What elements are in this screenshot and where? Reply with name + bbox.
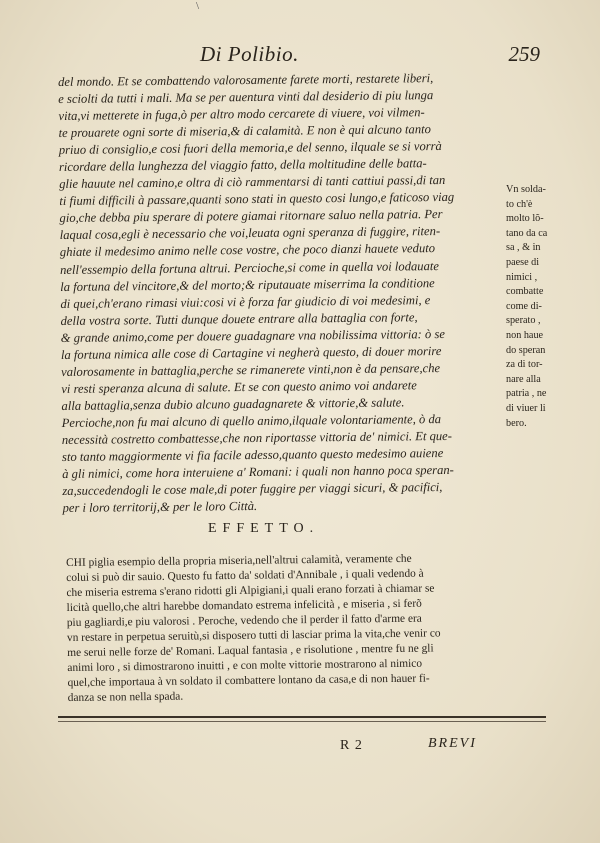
effetto-text-block [66,550,548,705]
margin-note-line: to ch'è [506,198,533,210]
text-line: della vostra sorte. Tutti dunque douete entrare alla battaglia con forte, [60,309,418,328]
text-line: gio,che debba piu sperare di potere giamai ritornare saluo nella patria. Per [59,207,443,226]
text-line: ti fiumi difficili à passare,quanti sono stati in questo cosi lungo,e faticoso viag [59,190,455,209]
text-line: di quei,ch'erano rimasi viui:cosi vi è forza far giudicio di voi medesimi, e [60,292,431,311]
text-line: à gli nimici, come hora interuiene a' Romani: i quali non hanno poca speran- [62,462,454,482]
text-line: laqual cosa,egli è necessario che voi,leuata ogni speranza di fuggire, riten- [59,224,441,243]
margin-note-line: tano da ca [506,227,548,239]
margin-note-line: di viuer li [506,402,546,414]
margin-note-line: sperato , [506,315,541,327]
divider-rule [58,716,546,718]
text-line: CHI piglia esempio della propria miseria,nell'altrui calamità, veramente che [66,552,412,569]
margin-note-line: bero. [506,417,527,429]
text-line: vita,vi metterete in fuga,ò per altro modo cercarete di viuere, voi vilmen- [58,105,425,124]
margin-note-line: paese di [506,256,540,268]
text-line: me serui nelle forze de' Romani. Laqual fantasia , e risolutione , mentre fu ne gli [67,642,434,659]
text-line: alla battaglia,senza dubio alcuno guadagnarete & vittorie,& salute. [61,395,405,413]
margin-note-line: do speran [506,344,546,356]
margin-note-line: molto lõ- [506,213,544,225]
margin-note-line: non haue [506,329,544,341]
text-line: licità quello,che altri harebbe domandato estrema infelicità , e miseria , si ferõ [66,597,422,614]
text-line: quel,che importaua à vn soldato il combattere lontano da casa,e di non hauer fi- [67,672,430,689]
corner-mark: \ [196,0,200,12]
text-line: per i loro territorij,& per le loro Città. [62,499,258,516]
section-heading: EFFETTO. [208,521,320,536]
text-line: za,succedendogli le cose male,di poter fuggire per viaggi sicuri, & pacifici, [62,480,443,499]
text-line: & grande animo,come per douere guadagnare vna nobilissima vittoria: ò se [60,326,446,345]
margin-note-line: patria , ne [506,388,547,400]
text-line: vn restare in perpetua seruitù,si disposero tutti di lasciar prima la vita,che venir co [66,627,441,644]
text-line: necessità costretto combattesse,che non riportasse vittoria de' nimici. Et que- [61,428,453,447]
text-line: ricordare della lunghezza del viaggio fatto, della moltitudine delle batta- [58,156,427,175]
text-line: priuo di consiglio,e cosi fuori della memoria,e del senno, ilquale se si vorrà [58,139,442,158]
text-line: Percioche,non fu mai alcuno di quello animo,ilquale volontariamente, ò da [61,411,442,430]
text-line: colui si può dir sauio. Questo fu fatto da' soldati d'Annibale , i quali vedendo à [66,567,424,584]
text-line: te prouarete ogni sorte di miseria,& di calamità. E non è qui alcuno tanto [58,122,431,141]
divider-rule-thin [58,721,546,722]
text-line: la fortuna del vincitore,& del morto;& riputauate miserrima la conditione [60,275,435,294]
margin-note-line: combatte [506,286,544,298]
text-line: la fortuna nimica alle cose di Cartagine vi negherà questo, di douer morire [60,343,442,362]
text-line: nell'essempio della fortuna altrui. Percioche,si come in quella voi lodauate [59,258,440,277]
text-line: piu gagliardi,e piu valorosi . Peroche, vedendo che il perder il fatto d'arme era [66,612,422,629]
margin-note-line: Vn solda- [506,184,546,195]
text-line: glie hauute nel camino,e oltra di ciò rammentarsi di tanti cattiui passi,di tan [59,173,446,192]
text-line: che miseria estrema s'erano ridotti gli Alpigiani,i quali erano forzati à chiamar se [66,582,435,599]
text-line: e sciolti da tutti i mali. Ma se per auentura vinti dal desiderio di piu lunga [58,88,434,107]
running-head: Di Polibio. [200,42,299,66]
page-number: 259 [508,42,540,66]
text-line: sto tanto maggiormente vi fia facile adesso,quanto questo medesimo auiene [61,446,444,465]
catchword: BREVI [428,736,477,751]
text-line: danza se non nella spada. [67,690,184,704]
text-line: valorosamente in battaglia,perche se rimanerete vinti,non è da pensare,che [61,360,441,379]
main-text-block [58,69,503,517]
margin-note-line: nare alla [506,373,541,385]
text-line: ghiate il medesimo animo nelle cose vostre, che poco dianzi hauete veduto [59,241,436,260]
margin-note-line: za di tor- [506,359,543,371]
margin-note-line: come di- [506,300,542,312]
text-line: vi resti speranza alcuna di salute. Et se con questo animo voi andarete [61,378,417,396]
margin-note [506,183,562,431]
margin-note-line: sa , & in [506,242,541,254]
signature-mark: R 2 [340,738,363,753]
margin-note-line: nimici , [506,271,538,283]
text-line: animi loro , si dimostrarono inuitti , e con molte vittorie mostrarono al nimico [67,657,423,674]
text-line: del mondo. Et se combattendo valorosamente farete morti, restarete liberi, [58,71,434,89]
